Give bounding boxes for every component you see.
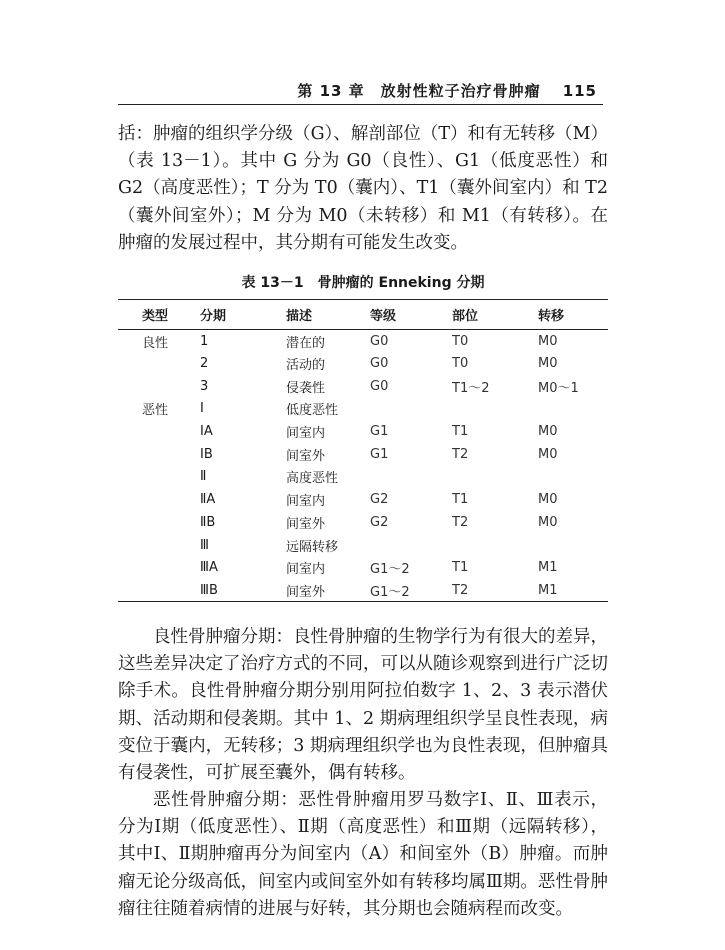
cell-description: 间室内 — [286, 562, 326, 578]
table-row — [118, 330, 608, 353]
table-spacer — [118, 352, 142, 375]
cell-grade: G1～2 — [370, 562, 410, 578]
table-row — [118, 398, 608, 421]
col-header-description: 描述 — [286, 309, 313, 324]
col-header-type: 类型 — [142, 309, 169, 324]
cell-site — [452, 466, 538, 489]
cell-type — [142, 579, 200, 602]
cell-description: 间室内 — [286, 494, 326, 510]
cell-description: 活动的 — [286, 358, 326, 374]
table-row — [118, 556, 608, 579]
cell-grade: G0 — [370, 378, 389, 394]
cell-type — [142, 443, 200, 466]
cell-grade — [370, 534, 452, 557]
table-row — [118, 375, 608, 398]
table-row — [118, 466, 608, 489]
table-spacer — [118, 466, 142, 489]
cell-description: 低度恶性 — [286, 403, 339, 419]
cell-grade: G1 — [370, 424, 389, 440]
cell-metastasis: M0 — [538, 492, 558, 508]
page-number: 115 — [562, 82, 597, 100]
col-header-metastasis: 转移 — [538, 309, 565, 324]
table-row — [118, 579, 608, 602]
cell-metastasis: M0 — [538, 333, 558, 349]
col-header-site: 部位 — [452, 309, 479, 324]
cell-stage: ⅡB — [200, 514, 216, 530]
table-spacer — [118, 300, 142, 330]
cell-metastasis: M1 — [538, 560, 558, 576]
cell-type: 良性 — [142, 335, 169, 351]
page-header — [118, 72, 603, 105]
cell-metastasis: M0 — [538, 424, 558, 440]
running-head — [297, 80, 597, 101]
table-row — [118, 511, 608, 534]
cell-type — [142, 534, 200, 557]
table-spacer — [118, 579, 142, 602]
cell-metastasis: M1 — [538, 582, 558, 598]
cell-description: 间室内 — [286, 426, 326, 442]
cell-site — [452, 534, 538, 557]
cell-stage: ⅡA — [200, 492, 216, 508]
table-spacer — [118, 443, 142, 466]
cell-stage: 3 — [200, 378, 209, 394]
cell-type: 恶性 — [142, 403, 169, 419]
cell-description: 间室外 — [286, 516, 326, 532]
cell-stage: ⅢA — [200, 560, 218, 576]
cell-metastasis: M0～1 — [538, 380, 579, 396]
cell-grade: G2 — [370, 514, 389, 530]
table-row — [118, 488, 608, 511]
cell-type — [142, 511, 200, 534]
table-header-row — [118, 300, 608, 330]
cell-stage: ⅠA — [200, 424, 213, 440]
table-spacer — [118, 556, 142, 579]
cell-site — [452, 398, 538, 421]
cell-metastasis: M0 — [538, 446, 558, 462]
table-spacer — [118, 420, 142, 443]
enneking-staging-table — [118, 299, 608, 602]
cell-site: T1 — [452, 492, 469, 508]
table-spacer — [118, 375, 142, 398]
cell-stage: Ⅰ — [200, 401, 204, 417]
col-header-grade: 等级 — [370, 309, 397, 324]
cell-site: T0 — [452, 356, 469, 372]
table-caption: 表 13－1 骨肿瘤的 Enneking 分期 — [241, 275, 485, 291]
cell-type — [142, 420, 200, 443]
cell-metastasis — [538, 398, 608, 421]
cell-site: T2 — [452, 514, 469, 530]
table-row — [118, 534, 608, 557]
cell-metastasis: M0 — [538, 356, 558, 372]
cell-stage: 1 — [200, 333, 209, 349]
cell-grade: G2 — [370, 492, 389, 508]
table-spacer — [118, 330, 142, 353]
cell-grade — [370, 466, 452, 489]
cell-type — [142, 488, 200, 511]
cell-description: 侵袭性 — [286, 380, 326, 396]
cell-stage: ⅢB — [200, 582, 218, 598]
paragraph-benign: 良性骨肿瘤分期：良性骨肿瘤的生物学行为有很大的差异，这些差异决定了治疗方式的不同，可以从随诊观察到进行广泛切除手术。良性骨肿瘤分期分别用阿拉伯数字 1、2、3 表示潜伏期、活动期和侵袭期。其中 1、2 期病理组织学呈良性表现，病变位于囊内，无转移；3 期病理组织学也为良性表现，但肿瘤具有侵袭性，可扩展至囊外，偶有转移。 — [118, 627, 608, 784]
cell-type — [142, 375, 200, 398]
table-spacer — [118, 534, 142, 557]
cell-metastasis — [538, 534, 608, 557]
cell-stage: ⅠB — [200, 446, 213, 462]
chapter-title: 第 13 章 放射性粒子治疗骨肿瘤 — [297, 82, 541, 100]
paragraph-intro: 括：肿瘤的组织学分级（G）、解剖部位（T）和有无转移（M）（表 13－1）。其中 G 分为 G0（良性）、G1（低度恶性）和 G2（高度恶性）；T 分为 T0（囊内）、T1（囊外间室内）和 T2（囊外间室外）；M 分为 M0（未转移）和 M1（有转移）。在肿瘤的发展过程中，其分期有可能发生改变。 — [118, 124, 608, 253]
cell-site: T2 — [452, 582, 469, 598]
table-spacer — [118, 511, 142, 534]
cell-grade: G0 — [370, 333, 389, 349]
table-row — [118, 420, 608, 443]
cell-site: T1 — [452, 424, 469, 440]
cell-grade — [370, 398, 452, 421]
cell-description: 高度恶性 — [286, 471, 339, 487]
table-row — [118, 443, 608, 466]
cell-grade: G1 — [370, 446, 389, 462]
cell-grade: G0 — [370, 356, 389, 372]
cell-description: 间室外 — [286, 448, 326, 464]
cell-description: 远隔转移 — [286, 539, 339, 555]
cell-metastasis — [538, 466, 608, 489]
cell-type — [142, 466, 200, 489]
cell-metastasis: M0 — [538, 514, 558, 530]
table-row — [118, 352, 608, 375]
cell-site: T0 — [452, 333, 469, 349]
cell-stage: Ⅱ — [200, 469, 207, 485]
col-header-stage: 分期 — [200, 309, 227, 324]
cell-stage: 2 — [200, 356, 209, 372]
cell-description: 潜在的 — [286, 335, 326, 351]
cell-description: 间室外 — [286, 584, 326, 600]
cell-stage: Ⅲ — [200, 537, 209, 553]
cell-type — [142, 556, 200, 579]
cell-type — [142, 352, 200, 375]
cell-grade: G1～2 — [370, 584, 410, 600]
table-spacer — [118, 488, 142, 511]
table-spacer — [118, 398, 142, 421]
cell-site: T1 — [452, 560, 469, 576]
cell-site: T2 — [452, 446, 469, 462]
table-body — [118, 330, 608, 602]
cell-site: T1～2 — [452, 380, 490, 396]
paragraph-malignant: 恶性骨肿瘤分期：恶性骨肿瘤用罗马数字Ⅰ、Ⅱ、Ⅲ表示，分为Ⅰ期（低度恶性）、Ⅱ期（高度恶性）和Ⅲ期（远隔转移），其中Ⅰ、Ⅱ期肿瘤再分为间室内（A）和间室外（B）肿瘤。而肿瘤无论分级高低，间室内或间室外如有转移均属Ⅲ期。恶性骨肿瘤往往随着病情的进展与好转，其分期也会随病程而改变。 — [118, 790, 608, 919]
